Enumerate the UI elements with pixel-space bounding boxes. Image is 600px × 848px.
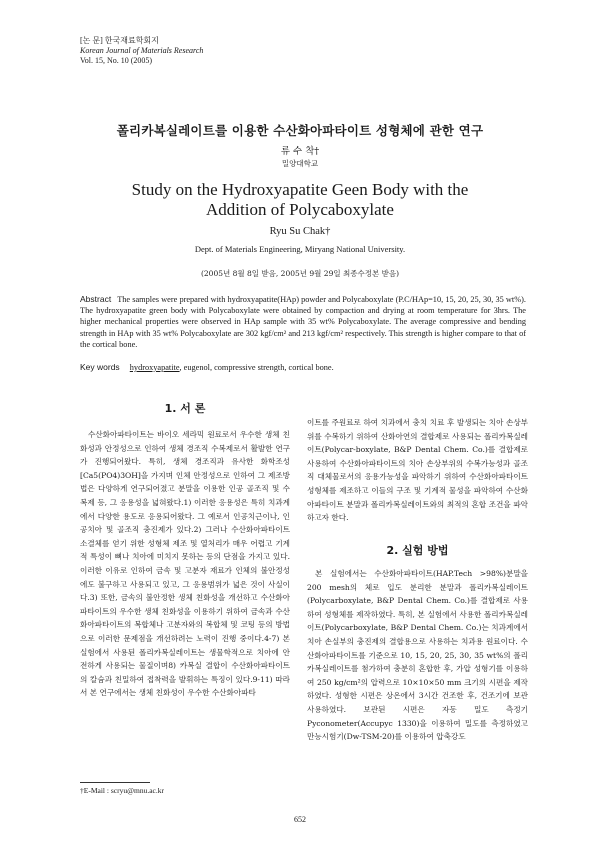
intro-paragraph: 수산화아파타이트는 바이오 세라믹 원료로서 우수한 생체 친화성과 안정성으로 인하여 생체 경조직 수복제로서 활발한 연구가 진행되어왔다. 특히, 생체 경조직과 유사한 화학조성[Ca5(PO4)3OH]을 가지며 인체 안정성으로 인하여 그 제조방법은 다양하게 연구되어졌고 분말을 이용한 인공 골조직 및 수복제 등, 그 응용성을 넓혀왔다.1) 이러한 응용성은 특히 치과계에서 다양한 용도로 응용되어왔다. 그 예로서 인공치근이나, 인공치아 및 골조직 충진제가 있다.2) 그러나 수산화아파타이트 소결체를 얻기 위한 성형체 제조 및 열처리가 매우 어렵고 기계적 특성이 뼈나 치아에 미치지 못하는 등의 단점을 가지고 있다. 이러한 이유로 인하여 금속 및 고분자 재료가 인체의 불안정성에도 불구하고 사용되고 있고, 그 응용범위가 넓은 것이 사실이다.3) 또한, 금속의 불안정한 생체 친화성을 개선하고 수산화아파타이트의 우수한 생체 친화성을 이용하기 위하여 금속과 수산화아파타이트의 복합체나 고분자와의 복합체 및 코팅 등의 방법으로 이러한 문제점을 개선하려는 노력이 진행 중이다.4-7) 본 실험에서 사용된 폴리카복실레이트는 생물학적으로 치아에 안전하게 사용되는 물질이며8) 카복실 결합이 수산화아파타이트의 칼슘과 친밀하여 접착력을 발휘하는 특징이 있다.9-11) 따라서 본 연구에서는 생체 친화성이 우수한 수산화아파타 [80,430,290,698]
footnote-divider [80,782,150,783]
keywords [80,362,526,372]
keywords-label: Key words [80,362,120,372]
footnote-email: †E-Mail : scryu@mnu.ac.kr [80,786,164,795]
journal-header [80,36,203,66]
paper-title-ko: 폴리카복실레이트를 이용한 수산화아파타이트 성형체에 관한 연구 [116,123,484,138]
left-column [80,428,290,700]
paper-title-en-line2: Addition of Polycaboxylate [206,200,394,219]
received-dates: (2005년 8월 8일 받음, 2005년 9월 29일 최종수정본 받음) [200,269,399,278]
page-number: 652 [294,815,306,824]
keyword-first: hydroxyapatite [129,363,180,372]
abstract-text: The samples were prepared with hydroxyapatite(HAp) powder and Polycaboxylate (P.C/HAp=10, 15, 20, 25, 30, 35 wt%). The hydroxyapatite green body with Polycaboxylate were obtained by compaction and drying at room temperature for 3hrs. The higher mechanical properties were observed in HAp sample with 35 wt% Polycaboxylate. The average compressive and bending strength in HAp with 35 wt% Polycaboxylate are 302 kgf/cm² and 213 kgf/cm² respectively. This strength is higher compare to that of the cortical bone. [80,295,526,349]
right-column-top [307,416,528,525]
journal-volume: Vol. 15, No. 10 (2005) [80,56,153,65]
section-heading-introduction: 1. 서 론 [164,402,206,415]
right-column-methods [307,567,528,744]
journal-name-en: Korean Journal of Materials Research [80,46,204,55]
abstract [80,294,526,350]
paper-title-en-line1: Study on the Hydroxyapatite Geen Body with the [131,180,469,199]
author-en: Ryu Su Chak† [269,226,331,237]
keywords-rest: , eugenol, compressive strength, cortical bone. [179,363,334,372]
journal-name-ko: [논 문] 한국재료학회지 [80,36,159,45]
paper-title-en [0,180,600,220]
section-heading-methods: 2. 실험 방법 [386,544,449,557]
abstract-label: Abstract [80,294,112,304]
intro-paragraph-continued: 이트를 주원료로 하여 치과에서 충치 치료 후 발생되는 치아 손상부위를 수복하기 위하여 산화아연의 결합제로 사용되는 폴리카복실레이트(Polycar-boxylate, B&P Dental Chem. Co.)를 결합제로 사용하여 수산화아파타이트의 치아 손상부위의 수복가능성과 골조직 대체물로서의 응용가능성을 파악하기 위하여 수산화아파타이트 성형체를 제조하고 이들의 구조 및 기계적 물성을 파악하여 수산화아파타이트 분말과 폴리카복실레이트와의 최적의 혼합 조건을 파악하고자 한다. [307,418,528,523]
affiliation-en: Dept. of Materials Engineering, Miryang National University. [194,244,406,254]
affiliation-ko: 밀양대학교 [281,159,319,168]
methods-paragraph: 본 실험에서는 수산화아파타이트(HAP.Tech >98%)분말을 200 mesh의 체로 입도 분리한 분말과 폴리카복실레이트(Polycarboxylate, B&P Dental Chem. Co.)를 결합제로 사용하여 성형체를 제작하였다. 특히, 본 실험에서 사용한 폴리카복실레이트(Polycarboxylate, B&P Dental Chem. Co.)는 치과계에서 치아 손실부의 충진제의 결합용으로 사용하는 치과용 원료이다. 수산화아파타이트를 기준으로 10, 15, 20, 25, 30, 35 wt%의 폴리카복실레이트를 첨가하여 충분히 혼합한 후, 가압 성형기를 이용하여 250 kg/cm²의 압력으로 10×10×50 mm 크기의 시편을 제작하였다. 성형한 시편은 상온에서 3시간 건조한 후, 건조기에 보관 사용하였다. 보관된 시편은 자동 밀도 측정기 Pyconometer(Accupyc 1330)을 이용하여 밀도를 측정하였고 만능시험기(Dw-TSM-20)를 이용하여 압축강도 [307,569,528,742]
author-ko: 류 수 착† [280,146,320,157]
